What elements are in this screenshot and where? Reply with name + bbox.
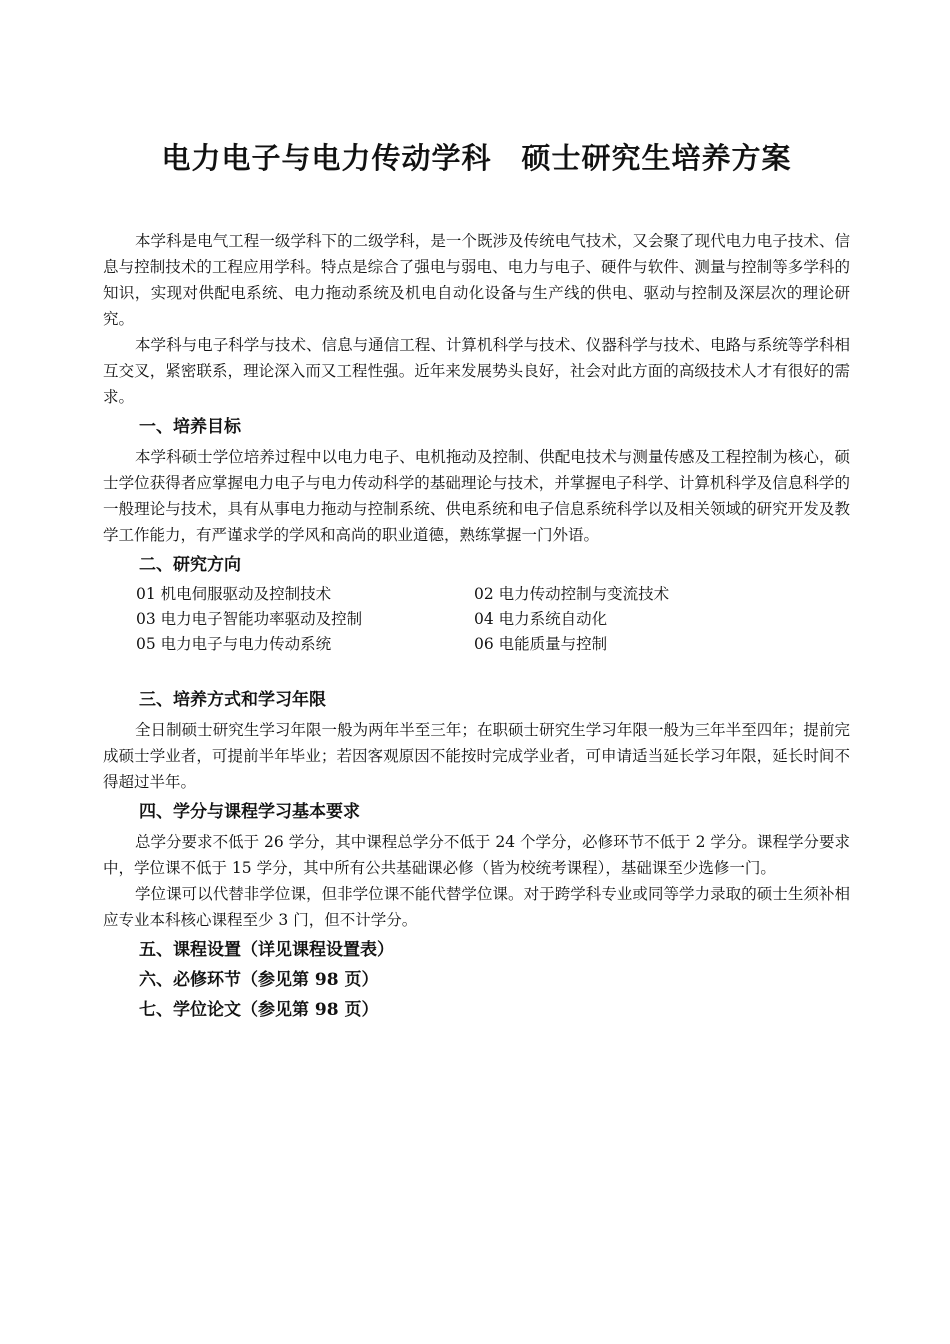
document-page [103, 138, 850, 1027]
direction-item: 01 机电伺服驱动及控制技术 [136, 585, 332, 603]
direction-item: 02 电力传动控制与变流技术 [474, 585, 670, 603]
credits-paragraph-1: 总学分要求不低于 26 学分，其中课程总学分不低于 24 个学分，必修环节不低于 2 学分。课程学分要求中，学位课不低于 15 学分，其中所有公共基础课必修（皆为校统考课程），基础课至少选修一门。 [103, 833, 850, 877]
section-heading-courses: 五、课程设置（详见课程设置表） [139, 940, 394, 960]
section-heading-required: 六、必修环节（参见第 98 页） [139, 970, 379, 990]
direction-item: 04 电力系统自动化 [474, 610, 608, 628]
mode-paragraph: 全日制硕士研究生学习年限一般为两年半至三年；在职硕士研究生学习年限一般为三年半至四年；提前完成硕士学业者，可提前半年毕业；若因客观原因不能按时完成学业者，可申请适当延长学习年限，延长时间不得超过半年。 [103, 721, 850, 791]
research-directions-list [136, 582, 850, 657]
section-heading-thesis: 七、学位论文（参见第 98 页） [139, 1000, 379, 1020]
intro-paragraph-2: 本学科与电子科学与技术、信息与通信工程、计算机科学与技术、仪器科学与技术、电路与系统等学科相互交叉，紧密联系，理论深入而又工程性强。近年来发展势头良好，社会对此方面的高级技术人才有很好的需求。 [103, 336, 850, 406]
section-heading-goal: 一、培养目标 [139, 417, 241, 437]
direction-item: 03 电力电子智能功率驱动及控制 [136, 610, 363, 628]
spacer [103, 657, 850, 683]
goal-paragraph: 本学科硕士学位培养过程中以电力电子、电机拖动及控制、供配电技术与测量传感及工程控制为核心，硕士学位获得者应掌握电力电子与电力传动科学的基础理论与技术，并掌握电子科学、计算机科学及信息科学的一般理论与技术，具有从事电力拖动与控制系统、供电系统和电子信息系统科学以及相关领域的研究开发及教学工作能力，有严谨求学的学风和高尚的职业道德，熟练掌握一门外语。 [103, 448, 850, 544]
intro-paragraph-1: 本学科是电气工程一级学科下的二级学科，是一个既涉及传统电气技术，又会聚了现代电力电子技术、信息与控制技术的工程应用学科。特点是综合了强电与弱电、电力与电子、硬件与软件、测量与控制等多学科的知识，实现对供配电系统、电力拖动系统及机电自动化设备与生产线的供电、驱动与控制及深层次的理论研究。 [103, 232, 850, 328]
credits-paragraph-2: 学位课可以代替非学位课，但非学位课不能代替学位课。对于跨学科专业或同等学力录取的硕士生须补相应专业本科核心课程至少 3 门，但不计学分。 [103, 885, 850, 929]
section-heading-credits: 四、学分与课程学习基本要求 [139, 802, 360, 822]
section-heading-mode: 三、培养方式和学习年限 [139, 690, 326, 710]
document-title: 电力电子与电力传动学科 硕士研究生培养方案 [161, 141, 792, 175]
direction-item: 06 电能质量与控制 [474, 635, 608, 653]
direction-item: 05 电力电子与电力传动系统 [136, 635, 332, 653]
section-heading-directions: 二、研究方向 [139, 555, 241, 575]
